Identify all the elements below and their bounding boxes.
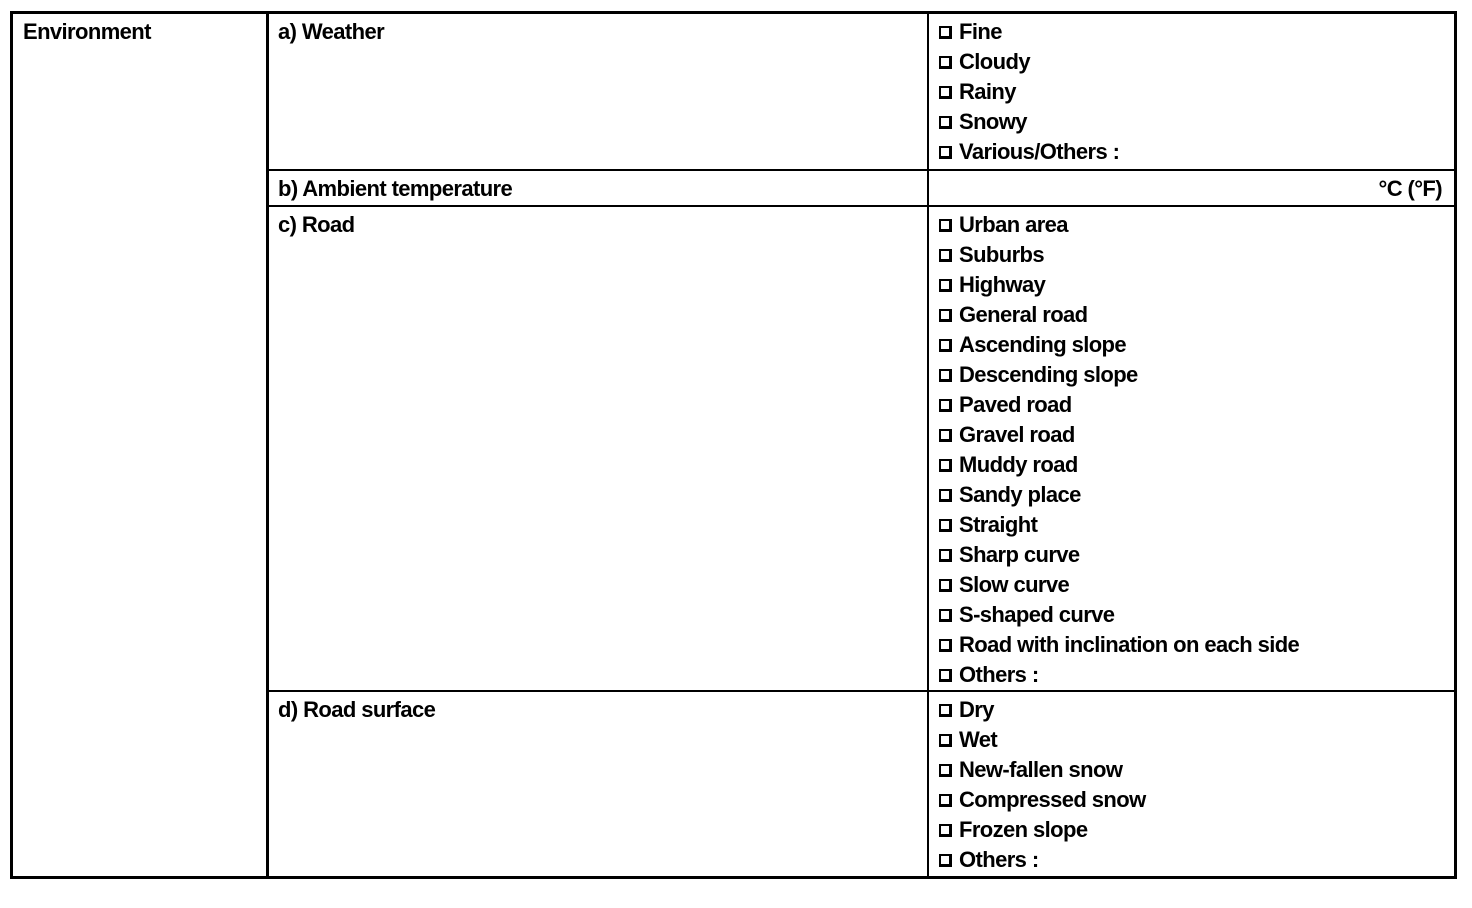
category-label: Environment [23,19,151,44]
weather-option-cloudy[interactable] [939,47,1454,77]
option-label: Road with inclination on each side [959,632,1300,657]
checkbox-icon[interactable] [939,429,952,442]
temperature-label: b) Ambient temperature [269,171,929,205]
option-label: Descending slope [959,362,1138,387]
road-option-gravel-road[interactable] [939,420,1454,450]
checkbox-icon[interactable] [939,26,952,39]
road-surface-label: d) Road surface [269,692,929,876]
option-label: Ascending slope [959,332,1127,357]
surface-option-frozen-slope[interactable] [939,815,1454,845]
checkbox-icon[interactable] [939,794,952,807]
option-label: Paved road [959,392,1072,417]
surface-option-compressed-snow[interactable] [939,785,1454,815]
option-label: General road [959,302,1088,327]
option-label: Wet [959,727,998,752]
road-option-urban-area[interactable] [939,210,1454,240]
option-label: Others : [959,847,1039,872]
option-label: Others : [959,662,1039,687]
option-label: Suburbs [959,242,1045,267]
surface-option-new-fallen-snow[interactable] [939,755,1454,785]
option-label: Muddy road [959,452,1078,477]
checkbox-icon[interactable] [939,824,952,837]
checkbox-icon[interactable] [939,369,952,382]
option-label: Urban area [959,212,1068,237]
checkbox-icon[interactable] [939,734,952,747]
checkbox-icon[interactable] [939,669,952,682]
surface-option-wet[interactable] [939,725,1454,755]
checkbox-icon[interactable] [939,609,952,622]
temperature-unit-field[interactable] [929,171,1454,205]
option-label: Cloudy [959,49,1030,74]
weather-option-snowy[interactable] [939,107,1454,137]
category-cell [13,14,269,876]
checkbox-icon[interactable] [939,549,952,562]
road-option-slow-curve[interactable] [939,570,1454,600]
option-label: Various/Others : [959,139,1120,164]
temperature-unit: °C (°F) [1378,176,1442,201]
road-row [269,207,1454,692]
environment-form-table [10,11,1457,879]
option-label: S-shaped curve [959,602,1115,627]
option-label: Rainy [959,79,1016,104]
option-label: Sharp curve [959,542,1080,567]
road-option-highway[interactable] [939,270,1454,300]
weather-label: a) Weather [269,14,929,169]
surface-option-dry[interactable] [939,695,1454,725]
road-option-others[interactable] [939,660,1454,690]
option-label: Dry [959,697,994,722]
items-column [269,14,1454,876]
option-label: Highway [959,272,1046,297]
checkbox-icon[interactable] [939,146,952,159]
road-surface-options [929,692,1454,876]
road-surface-row [269,692,1454,876]
weather-option-rainy[interactable] [939,77,1454,107]
checkbox-icon[interactable] [939,704,952,717]
road-label: c) Road [269,207,929,690]
option-label: Straight [959,512,1038,537]
road-option-sharp-curve[interactable] [939,540,1454,570]
checkbox-icon[interactable] [939,764,952,777]
weather-options [929,14,1454,169]
checkbox-icon[interactable] [939,854,952,867]
checkbox-icon[interactable] [939,86,952,99]
road-option-ascending-slope[interactable] [939,330,1454,360]
checkbox-icon[interactable] [939,399,952,412]
checkbox-icon[interactable] [939,459,952,472]
option-label: Slow curve [959,572,1070,597]
option-label: Gravel road [959,422,1075,447]
road-option-suburbs[interactable] [939,240,1454,270]
weather-option-fine[interactable] [939,17,1454,47]
road-option-sandy-place[interactable] [939,480,1454,510]
checkbox-icon[interactable] [939,519,952,532]
checkbox-icon[interactable] [939,56,952,69]
road-option-paved-road[interactable] [939,390,1454,420]
temperature-row [269,171,1454,207]
surface-option-others[interactable] [939,845,1454,875]
option-label: Snowy [959,109,1027,134]
option-label: Sandy place [959,482,1081,507]
road-option-straight[interactable] [939,510,1454,540]
checkbox-icon[interactable] [939,116,952,129]
checkbox-icon[interactable] [939,339,952,352]
checkbox-icon[interactable] [939,249,952,262]
weather-option-others[interactable] [939,137,1454,167]
checkbox-icon[interactable] [939,279,952,292]
weather-row [269,14,1454,171]
checkbox-icon[interactable] [939,579,952,592]
road-option-muddy-road[interactable] [939,450,1454,480]
road-option-inclination-each-side[interactable] [939,630,1454,660]
road-option-general-road[interactable] [939,300,1454,330]
checkbox-icon[interactable] [939,489,952,502]
checkbox-icon[interactable] [939,639,952,652]
option-label: Compressed snow [959,787,1146,812]
road-options [929,207,1454,690]
road-option-descending-slope[interactable] [939,360,1454,390]
option-label: New-fallen snow [959,757,1123,782]
checkbox-icon[interactable] [939,219,952,232]
road-option-s-shaped-curve[interactable] [939,600,1454,630]
checkbox-icon[interactable] [939,309,952,322]
option-label: Frozen slope [959,817,1088,842]
option-label: Fine [959,19,1002,44]
